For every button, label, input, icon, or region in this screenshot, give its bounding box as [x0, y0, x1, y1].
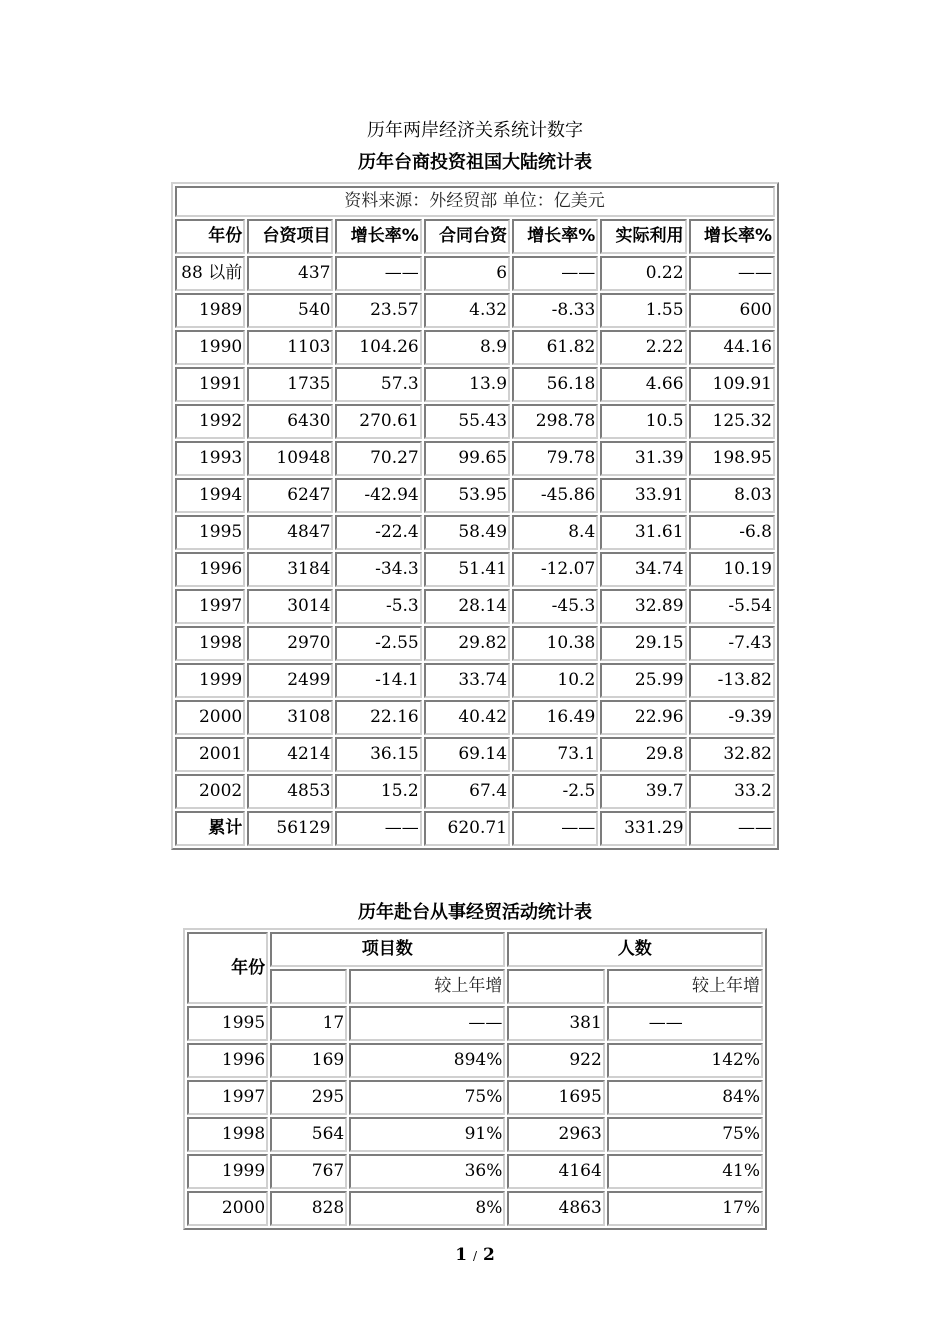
- table-cell: 1695: [507, 1080, 604, 1115]
- column-header: 年份: [175, 219, 245, 254]
- table-row: [175, 367, 775, 402]
- table-cell: 4847: [247, 515, 333, 550]
- table-cell: 0.22: [600, 256, 686, 291]
- table-cell: 79.78: [512, 441, 598, 476]
- table-cell: 3108: [247, 700, 333, 735]
- row-year-cell: 1996: [187, 1043, 268, 1078]
- table-cell: 922: [507, 1043, 604, 1078]
- table-cell: ——: [689, 256, 775, 291]
- table-row: [175, 404, 775, 439]
- table-cell: 3014: [247, 589, 333, 624]
- table-cell: 16.49: [512, 700, 598, 735]
- table-cell: 40.42: [424, 700, 510, 735]
- row-year-cell: 88 以前: [175, 256, 245, 291]
- table-cell: 4164: [507, 1154, 604, 1189]
- column-header: 台资项目: [247, 219, 333, 254]
- table-cell: 540: [247, 293, 333, 328]
- table-cell: 620.71: [424, 811, 510, 846]
- table-cell: 29.8: [600, 737, 686, 772]
- table-cell: ——: [512, 256, 598, 291]
- table-cell: -6.8: [689, 515, 775, 550]
- row-year-cell: 2000: [187, 1191, 268, 1226]
- table-cell: 36%: [349, 1154, 505, 1189]
- investment-table-title: 历年台商投资祖国大陆统计表: [358, 152, 592, 173]
- subheader-cell: 较上年增: [349, 969, 505, 1004]
- row-year-cell: 1996: [175, 552, 245, 587]
- table-cell: 142%: [607, 1043, 763, 1078]
- table-row: [187, 1043, 763, 1078]
- column-header-year: 年份: [187, 932, 268, 1004]
- column-header: 增长率%: [689, 219, 775, 254]
- table-cell: 34.74: [600, 552, 686, 587]
- table-row: [175, 663, 775, 698]
- table-row: [187, 1191, 763, 1226]
- table-cell: 331.29: [600, 811, 686, 846]
- row-year-cell: 2001: [175, 737, 245, 772]
- table-cell: 29.82: [424, 626, 510, 661]
- table-cell: 600: [689, 293, 775, 328]
- table-row: [175, 626, 775, 661]
- table-row: [175, 330, 775, 365]
- row-year-cell: 1997: [175, 589, 245, 624]
- table-cell: 75%: [607, 1117, 763, 1152]
- table-cell: 8.4: [512, 515, 598, 550]
- table-header-row: [187, 932, 763, 967]
- table-cell: -42.94: [335, 478, 421, 513]
- table-cell: ——: [607, 1006, 763, 1041]
- table-source-row: [175, 186, 775, 217]
- table-cell: 61.82: [512, 330, 598, 365]
- row-year-cell: 2002: [175, 774, 245, 809]
- table-cell: 381: [507, 1006, 604, 1041]
- table-cell: 10.5: [600, 404, 686, 439]
- table-cell: 767: [270, 1154, 347, 1189]
- table-cell: 8.03: [689, 478, 775, 513]
- table-row: [175, 256, 775, 291]
- table-cell: 57.3: [335, 367, 421, 402]
- row-year-cell: 1990: [175, 330, 245, 365]
- row-year-cell: 1992: [175, 404, 245, 439]
- table-row: [187, 1117, 763, 1152]
- table-row: [175, 737, 775, 772]
- table-cell: -2.5: [512, 774, 598, 809]
- table-cell: 15.2: [335, 774, 421, 809]
- table-cell: 36.15: [335, 737, 421, 772]
- table-cell: 31.39: [600, 441, 686, 476]
- table-cell: 828: [270, 1191, 347, 1226]
- table-row: [175, 700, 775, 735]
- page-title: 历年两岸经济关系统计数字: [367, 120, 583, 141]
- table-cell: 58.49: [424, 515, 510, 550]
- table-row: [175, 774, 775, 809]
- table-cell: 2499: [247, 663, 333, 698]
- table-cell: 55.43: [424, 404, 510, 439]
- table-cell: 53.95: [424, 478, 510, 513]
- source-note: 资料来源：外经贸部 单位：亿美元: [175, 186, 775, 217]
- investment-statistics-table: [171, 182, 779, 850]
- subheader-cell: [507, 969, 604, 1004]
- table-cell: -5.3: [335, 589, 421, 624]
- table-cell: 31.61: [600, 515, 686, 550]
- row-year-cell: 1995: [175, 515, 245, 550]
- row-year-cell: 1997: [187, 1080, 268, 1115]
- table-cell: 437: [247, 256, 333, 291]
- table-cell: ——: [335, 256, 421, 291]
- table-cell: 22.16: [335, 700, 421, 735]
- table-cell: 2963: [507, 1117, 604, 1152]
- table-cell: -34.3: [335, 552, 421, 587]
- table-cell: 1103: [247, 330, 333, 365]
- table-cell: 33.74: [424, 663, 510, 698]
- row-year-cell: 1999: [175, 663, 245, 698]
- table-cell: 84%: [607, 1080, 763, 1115]
- table-cell: -14.1: [335, 663, 421, 698]
- table-cell: 2970: [247, 626, 333, 661]
- table-row: [187, 1080, 763, 1115]
- table-cell: ——: [349, 1006, 505, 1041]
- table-cell: 28.14: [424, 589, 510, 624]
- table-cell: -13.82: [689, 663, 775, 698]
- table-cell: 44.16: [689, 330, 775, 365]
- subheader-cell: [270, 969, 347, 1004]
- table-cell: 33.2: [689, 774, 775, 809]
- table-cell: 75%: [349, 1080, 505, 1115]
- table-cell: 69.14: [424, 737, 510, 772]
- row-year-cell: 1993: [175, 441, 245, 476]
- trade-activity-table: [183, 928, 767, 1230]
- table-header-row: [175, 219, 775, 254]
- row-year-cell: 1991: [175, 367, 245, 402]
- column-header-projects: 项目数: [270, 932, 505, 967]
- table-cell: 104.26: [335, 330, 421, 365]
- table-cell: 73.1: [512, 737, 598, 772]
- table-cell: -8.33: [512, 293, 598, 328]
- table-subheader-row: [187, 969, 763, 1004]
- table-cell: 10948: [247, 441, 333, 476]
- table-cell: 6247: [247, 478, 333, 513]
- table-cell: 2.22: [600, 330, 686, 365]
- table-cell: 298.78: [512, 404, 598, 439]
- table-row: [175, 811, 775, 846]
- table-cell: 1735: [247, 367, 333, 402]
- table-cell: 29.15: [600, 626, 686, 661]
- page-number-total: 2: [482, 1245, 495, 1265]
- table-cell: -9.39: [689, 700, 775, 735]
- row-year-cell: 1998: [175, 626, 245, 661]
- table-cell: 10.2: [512, 663, 598, 698]
- table-cell: -45.86: [512, 478, 598, 513]
- table-row: [175, 478, 775, 513]
- column-header: 实际利用: [600, 219, 686, 254]
- table-cell: 33.91: [600, 478, 686, 513]
- table-cell: 17: [270, 1006, 347, 1041]
- table-cell: -7.43: [689, 626, 775, 661]
- table-cell: 51.41: [424, 552, 510, 587]
- row-year-cell: 1998: [187, 1117, 268, 1152]
- table-cell: 22.96: [600, 700, 686, 735]
- table-cell: ——: [689, 811, 775, 846]
- row-year-cell: 1999: [187, 1154, 268, 1189]
- row-year-cell: 累计: [175, 811, 245, 846]
- table-cell: 6430: [247, 404, 333, 439]
- table-cell: -2.55: [335, 626, 421, 661]
- table-cell: 56129: [247, 811, 333, 846]
- table-cell: 4.32: [424, 293, 510, 328]
- subheader-cell: 较上年增: [607, 969, 763, 1004]
- table-cell: 91%: [349, 1117, 505, 1152]
- table-row: [187, 1006, 763, 1041]
- table-cell: 6: [424, 256, 510, 291]
- table-row: [175, 552, 775, 587]
- table-cell: 8%: [349, 1191, 505, 1226]
- table-cell: -12.07: [512, 552, 598, 587]
- table-cell: 295: [270, 1080, 347, 1115]
- table-cell: 3184: [247, 552, 333, 587]
- table-cell: 270.61: [335, 404, 421, 439]
- table-row: [187, 1154, 763, 1189]
- table-row: [175, 293, 775, 328]
- table-cell: 109.91: [689, 367, 775, 402]
- table-cell: 17%: [607, 1191, 763, 1226]
- table-cell: 125.32: [689, 404, 775, 439]
- table-cell: 25.99: [600, 663, 686, 698]
- table-cell: -5.54: [689, 589, 775, 624]
- table-row: [175, 589, 775, 624]
- table-cell: 99.65: [424, 441, 510, 476]
- column-header: 增长率%: [512, 219, 598, 254]
- table-cell: 4214: [247, 737, 333, 772]
- page-number: [0, 1245, 950, 1265]
- table-cell: ——: [335, 811, 421, 846]
- table-row: [175, 441, 775, 476]
- table-cell: 70.27: [335, 441, 421, 476]
- table-cell: 564: [270, 1117, 347, 1152]
- table-cell: 10.38: [512, 626, 598, 661]
- table-cell: 67.4: [424, 774, 510, 809]
- page-number-separator: /: [472, 1249, 478, 1263]
- table-cell: 198.95: [689, 441, 775, 476]
- page-number-current: 1: [455, 1245, 468, 1265]
- table-cell: 4853: [247, 774, 333, 809]
- row-year-cell: 1989: [175, 293, 245, 328]
- table-cell: 32.82: [689, 737, 775, 772]
- table-cell: 56.18: [512, 367, 598, 402]
- table-cell: -45.3: [512, 589, 598, 624]
- table-cell: 10.19: [689, 552, 775, 587]
- table-cell: 4.66: [600, 367, 686, 402]
- table-cell: -22.4: [335, 515, 421, 550]
- column-header: 增长率%: [335, 219, 421, 254]
- table-cell: 23.57: [335, 293, 421, 328]
- row-year-cell: 1994: [175, 478, 245, 513]
- table-cell: 1.55: [600, 293, 686, 328]
- table-cell: 8.9: [424, 330, 510, 365]
- table-cell: 13.9: [424, 367, 510, 402]
- row-year-cell: 2000: [175, 700, 245, 735]
- trade-table-title: 历年赴台从事经贸活动统计表: [358, 902, 592, 923]
- column-header: 合同台资: [424, 219, 510, 254]
- table-cell: 32.89: [600, 589, 686, 624]
- table-cell: 39.7: [600, 774, 686, 809]
- table-cell: 41%: [607, 1154, 763, 1189]
- table-cell: 894%: [349, 1043, 505, 1078]
- table-row: [175, 515, 775, 550]
- table-cell: ——: [512, 811, 598, 846]
- row-year-cell: 1995: [187, 1006, 268, 1041]
- table-cell: 4863: [507, 1191, 604, 1226]
- column-header-people: 人数: [507, 932, 763, 967]
- table-cell: 169: [270, 1043, 347, 1078]
